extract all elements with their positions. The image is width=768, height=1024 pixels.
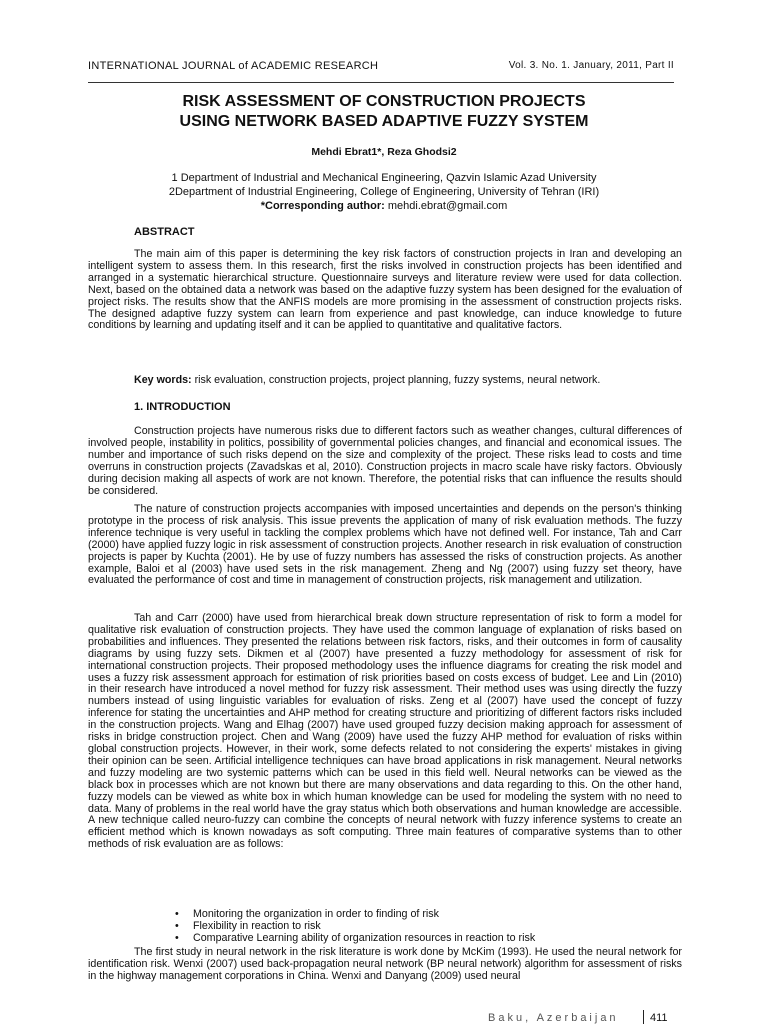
header-divider [88,82,674,83]
list-item: • Comparative Learning ability of organization resources in reaction to risk [175,933,535,945]
author-list: Mehdi Ebrat1*, Reza Ghodsi2 [311,146,457,158]
title-line-2: USING NETWORK BASED ADAPTIVE FUZZY SYSTEM [179,113,589,130]
intro-paragraph-3: Tah and Carr (2000) have used from hierarchical break down structure representation of risk to form a model for qualitative risk evaluation of construction projects. They have used the common language of explanation of risks based on probabilities and influences. They presented the relations between risk factors, risks, and their outcomes in form of causality diagrams by using fuzzy sets. Dikmen et al (2007) have presented a fuzzy methodology for assessment of risk for international construction projects. Their proposed methodology uses the influence diagrams for creating the risk model and uses a fuzzy risk assessment approach for estimation of risk priorities based on costs excess of budget. Lee and Lin (2010) in their research have introduced a novel method for fuzzy risk assessment. Their method uses was using directly the fuzzy numbers instead of using linguistic variables for evaluation of risks. Zeng et al (2007) have used the concept of fuzzy inference for stating the uncertainties and AHP method for creating structure and prioritizing of different factors risks included in the construction projects. Wang and Elhag (2007) have used grouped fuzzy decision making approach for assessment of risks in bridge construction project. Chen and Wang (2009) have used the fuzzy AHP method for evaluation of risks within global construction projects. However, in their work, some defects related to not considering the experts' mistakes in giving their opinion can be seen. Artificial intelligence techniques can have broad applications in risk management. Neural networks and fuzzy modeling are two systemic patterns which can be used in this field well. Neural networks can be viewed as the black box in processes which are not known but there are many observations and data regarding to this. On the other hand, fuzzy models can be viewed as white box in which human knowledge can be used for modeling the system with no need to data. Many of problems in the real world have the gray status which both observations and human knowledge are accessible. A new technique called neuro-fuzzy can combine the concepts of neural network with fuzzy inference systems to create an efficient method which is known nowadays as soft computing. Three main features of comparative systems than to other methods of risk evaluation are as follows: [88,612,682,851]
features-list [175,909,535,945]
affiliation-2: 2Department of Industrial Engineering, College of Engineering, University of Tehran (IRI) [168,186,600,198]
intro-paragraph-2: The nature of construction projects accompanies with imposed uncertainties and depends on the person's thinking prototype in the process of risk analysis. This issue prevents the application of many of risk evaluation methods. The fuzzy inference technique is very useful in tackling the complex problems which have not defined well. For instance, Tah and Carr (2000) have applied fuzzy logic in risk assessment of construction projects. Another research in risk evaluation of construction projects is paper by Kuchta (2001). He by use of fuzzy numbers has assessed the risks of construction projects. As another example, Baloi et al (2003) have used sets in the risk management. Zheng and Ng (2007) using fuzzy set theory, have evaluated the performance of cost and time in management of construction projects, risk management and utilization. [88,503,682,587]
corresponding-author [100,199,668,213]
intro-paragraph-1: Construction projects have numerous risks due to different factors such as weather changes, cultural differences of involved people, instability in politics, possibility of governmental policies changes, and financial and economical issues. The number and importance of such risks depend on the size and complexity of the project. These risks lead to costs and time overruns in construction projects (Zavadskas et al, 2010). Construction projects in macro scale have risky factors. Obviously during decision making all aspects of work are not known. Therefore, the potential risks that can influence the results should be considered. [88,425,682,497]
running-header [88,60,674,76]
keywords [134,374,600,386]
affiliations [100,171,668,213]
keywords-text: risk evaluation, construction projects, project planning, fuzzy systems, neural network. [194,374,601,386]
list-item: • Flexibility in reaction to risk [175,921,535,933]
footer-location: Baku, Azerbaijan [488,1012,619,1024]
footer-divider [643,1010,644,1024]
abstract-heading: ABSTRACT [134,226,195,238]
intro-paragraph-4: The first study in neural network in the risk literature is work done by McKim (1993). He used the neural network for identification risk. Wenxi (2007) used back-propagation neural network (BP neural network) algorithm for assessment of risks in the highway management corporations in China. Wenxi and Danyang (2009) used neural [88,946,682,982]
issue-info: Vol. 3. No. 1. January, 2011, Part II [508,60,674,71]
page-number: 411 [650,1012,668,1024]
keywords-label: Key words: [134,374,192,386]
corresponding-label: *Corresponding author: [260,200,385,212]
title-line-1: RISK ASSESSMENT OF CONSTRUCTION PROJECTS [182,93,586,110]
affiliation-1: 1 Department of Industrial and Mechanical Engineering, Qazvin Islamic Azad University [171,172,597,184]
introduction-heading: 1. INTRODUCTION [134,401,231,413]
journal-name: INTERNATIONAL JOURNAL of ACADEMIC RESEARCH [88,60,379,72]
paper-title [100,92,668,132]
list-item: • Monitoring the organization in order to finding of risk [175,909,535,921]
corresponding-email[interactable]: mehdi.ebrat@gmail.com [387,200,508,212]
abstract-text: The main aim of this paper is determining the key risk factors of construction projects in Iran and developing an intelligent system to assess them. In this research, first the risks involved in construction projects has been identified and arranged in a systematic hierarchical structure. Questionnaire surveys and literature review were used for data collection. Next, based on the obtained data a network was based on the adaptive fuzzy system has been designed for the evaluation of project risks. The results show that the ANFIS models are more promising in the assessment of construction projects risks. The designed adaptive fuzzy system can learn from experience and past knowledge, can induce knowledge to future conditions by learning and updating itself and it can be applied to quantitative and qualitative factors. [88,248,682,332]
